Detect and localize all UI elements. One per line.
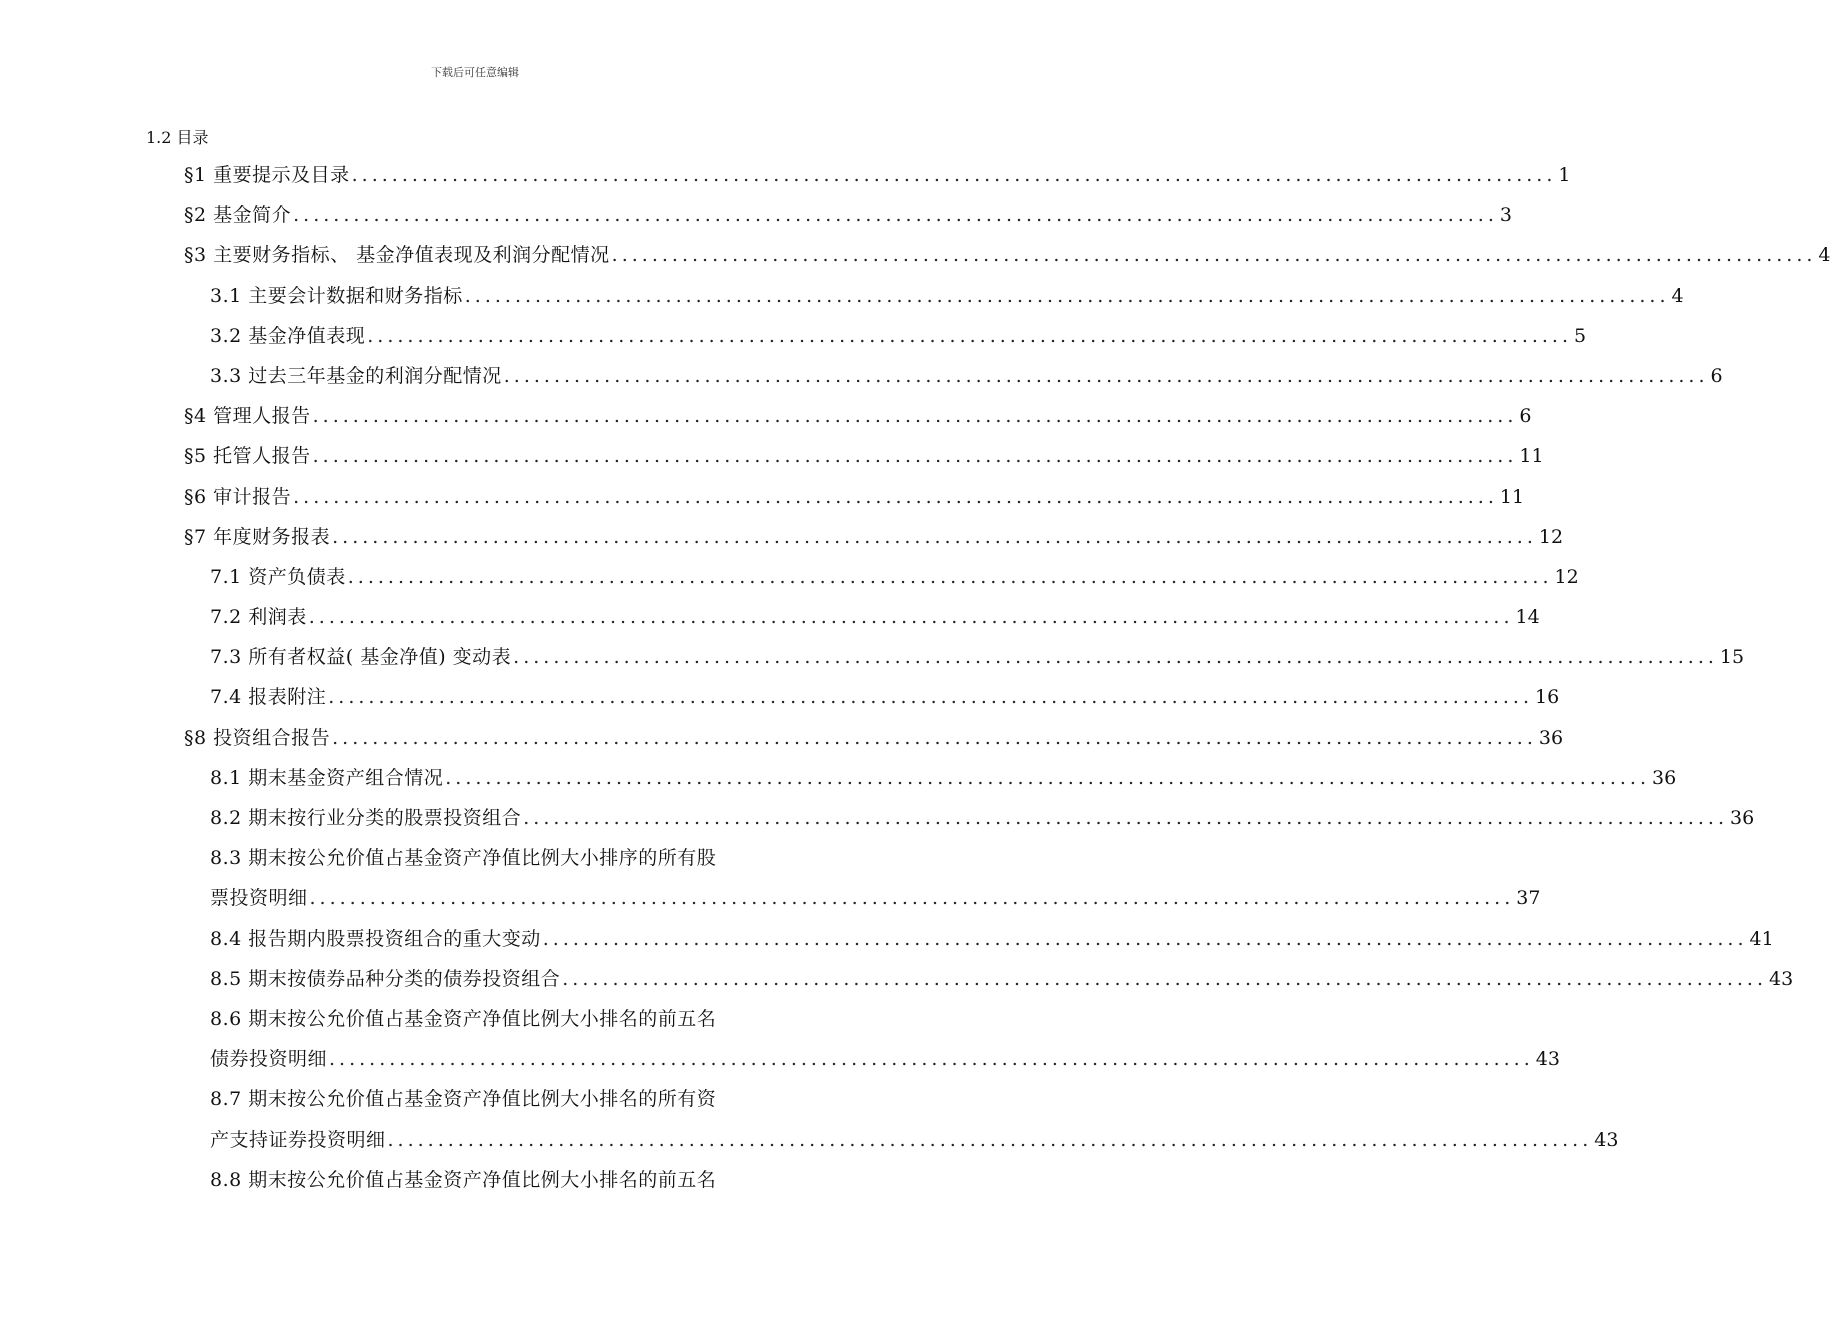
toc-leader-dots: ........................................................................................................................ [293,485,1498,508]
toc-page-number: 4 [1818,244,1831,267]
toc-entry[interactable] [210,562,1579,602]
toc-page-number: 6 [1519,405,1532,428]
toc-entry[interactable] [210,1004,807,1044]
toc-entry-title: §7 年度财务报表 [184,525,331,548]
toc-entry-title: §3 主要财务指标、 基金净值表现及利润分配情况 [184,244,610,267]
toc-leader-dots: ........................................................................................................................ [513,646,1718,669]
toc-entry-title: 7.4 报表附注 [210,686,327,709]
toc-page-number: 6 [1710,364,1723,387]
toc-entry[interactable] [184,401,1532,441]
toc-leader-dots: ........................................................................................................................ [351,164,1557,186]
toc-leader-dots: ........................................................................................................................ [332,726,1537,749]
toc-leader-dots: ........................................................................................................................ [328,686,1534,709]
toc-entry-title: 8.4 报告期内股票投资组合的重大变动 [210,927,541,950]
toc-page-number: 37 [1516,887,1541,910]
toc-leader-dots: ........................................................................................................................ [464,284,1670,307]
toc-entry-title: 8.2 期末按行业分类的股票投资组合 [210,807,522,829]
toc-entry[interactable] [210,642,1745,682]
toc-entry-title: 票投资明细 [210,887,308,910]
toc-entry[interactable] [210,682,1560,722]
toc-page-number: 43 [1594,1128,1619,1151]
table-of-contents [0,160,1831,1205]
toc-page-number: 4 [1671,284,1684,307]
toc-leader-dots: ........................................................................................................................ [329,1048,1534,1071]
toc-entry[interactable] [184,441,1544,481]
toc-entry[interactable] [210,1125,1619,1165]
toc-entry-title: 3.3 过去三年基金的利润分配情况 [210,364,502,387]
toc-entry[interactable] [184,723,1564,763]
toc-entry-title: 8.6 期末按公允价值占基金资产净值比例大小排名的前五名 [210,1007,717,1030]
toc-page-number: 16 [1535,686,1560,709]
toc-page-number: 43 [1535,1048,1560,1071]
toc-entry[interactable] [184,522,1564,562]
toc-leader-dots: ........................................................................................................................ [445,766,1651,789]
toc-entry-title: §8 投资组合报告 [184,726,331,749]
toc-page-number: 12 [1554,565,1579,588]
toc-entry-title: §5 托管人报告 [184,445,311,468]
toc-entry[interactable] [210,281,1684,321]
toc-leader-dots: ........................................................................................................................ [347,565,1553,588]
toc-entry[interactable] [210,1044,1560,1084]
toc-leader-dots: ........................................................................................................................ [293,204,1498,227]
toc-page-number: 43 [1769,967,1794,990]
toc-leader-dots: ........................................................................................................................ [523,807,1729,829]
toc-entry[interactable] [210,602,1540,642]
toc-leader-dots: ........................................................................................................................ [367,324,1573,347]
toc-leader-dots: ........................................................................................................................ [312,405,1518,428]
toc-entry-title: 产支持证券投资明细 [210,1128,386,1151]
toc-leader-dots: ........................................................................................................................ [542,927,1748,950]
toc-entry-title: 债券投资明细 [210,1048,328,1071]
toc-leader-dots: ........................................................................................................................ [312,445,1518,468]
toc-entry-title: 3.1 主要会计数据和财务指标 [210,284,463,307]
toc-entry[interactable] [184,482,1525,522]
toc-page-number: 12 [1538,525,1564,548]
toc-entry-title: 7.2 利润表 [210,606,307,629]
toc-entry-title: §1 重要提示及目录 [184,164,350,186]
toc-page-number: 3 [1499,204,1512,227]
toc-entry[interactable] [210,1165,807,1205]
toc-entry-title: 7.1 资产负债表 [210,565,346,588]
toc-leader-dots: ........................................................................................................................ [308,606,1514,629]
toc-entry-title: §6 审计报告 [184,485,292,508]
toc-entry[interactable] [210,843,807,883]
toc-page-number: 15 [1719,646,1745,669]
toc-entry-title: 3.2 基金净值表现 [210,324,366,347]
toc-entry[interactable] [210,1084,807,1124]
toc-entry[interactable] [184,240,1831,280]
toc-entry[interactable] [184,160,1571,200]
toc-page-number: 5 [1574,324,1587,347]
toc-entry-title: 8.7 期末按公允价值占基金资产净值比例大小排名的所有资 [210,1088,717,1111]
toc-entry[interactable] [210,321,1587,361]
toc-page-number: 11 [1499,485,1525,508]
toc-entry[interactable] [210,964,1794,1004]
toc-entry-title: §2 基金简介 [184,204,292,227]
toc-entry[interactable] [210,924,1774,964]
toc-entry-title: §4 管理人报告 [184,405,311,428]
toc-entry-title: 7.3 所有者权益( 基金净值) 变动表 [210,646,512,669]
toc-leader-dots: ........................................................................................................................ [309,887,1515,910]
toc-page-number: 11 [1519,445,1544,468]
section-title: 1.2 目录 [146,128,209,147]
toc-entry-title: 8.8 期末按公允价值占基金资产净值比例大小排名的前五名 [210,1168,717,1191]
toc-entry[interactable] [210,763,1677,803]
toc-page-number: 41 [1749,927,1774,950]
toc-entry-title: 8.1 期末基金资产组合情况 [210,766,444,789]
toc-page-number: 1 [1558,164,1571,186]
toc-entry[interactable] [210,361,1723,401]
page-header: 下载后可任意编辑 [431,66,519,79]
toc-leader-dots: ........................................................................................................................ [562,967,1768,990]
toc-entry-title: 8.3 期末按公允价值占基金资产净值比例大小排序的所有股 [210,847,717,870]
toc-page-number: 14 [1515,606,1540,629]
toc-page-number: 36 [1730,807,1755,829]
toc-leader-dots: ........................................................................................................................ [503,364,1709,387]
toc-page-number: 36 [1652,766,1677,789]
toc-page-number: 36 [1538,726,1564,749]
toc-leader-dots: ........................................................................................................................ [611,244,1817,267]
toc-entry[interactable] [184,200,1512,240]
toc-entry-title: 8.5 期末按债券品种分类的债券投资组合 [210,967,561,990]
toc-entry[interactable] [210,883,1541,923]
toc-leader-dots: ........................................................................................................................ [332,525,1537,548]
toc-leader-dots: ........................................................................................................................ [387,1128,1593,1151]
toc-entry[interactable] [210,803,1755,843]
